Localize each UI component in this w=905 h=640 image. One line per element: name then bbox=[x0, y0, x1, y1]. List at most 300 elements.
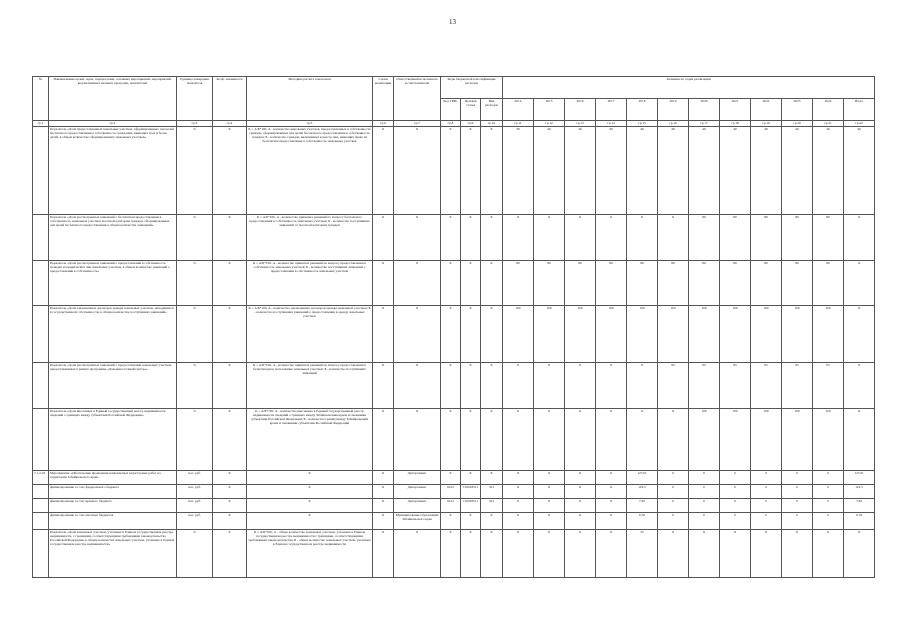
row-year-value: 0 bbox=[689, 513, 720, 530]
row-year-value: 40 bbox=[658, 127, 689, 215]
row-year-value: 80 bbox=[782, 261, 813, 306]
row-unit: тыс. руб. bbox=[177, 499, 213, 513]
row-number bbox=[33, 306, 49, 363]
row-year-value: 95 bbox=[751, 363, 782, 409]
row-year-value: X bbox=[596, 215, 627, 261]
row-expense-type: X bbox=[481, 127, 503, 215]
row-year-value: 100 bbox=[689, 409, 720, 471]
row-year-value: 80 bbox=[720, 215, 751, 261]
row-responsible: X bbox=[394, 127, 441, 215]
col-number: гр.12 bbox=[534, 121, 565, 127]
row-year-value: X bbox=[596, 530, 627, 578]
row-term: X bbox=[373, 485, 394, 499]
row-year-value: X bbox=[503, 215, 534, 261]
row-total-value: 7,65 bbox=[844, 499, 875, 513]
row-year-value: 80 bbox=[751, 215, 782, 261]
row-responsible: X bbox=[394, 530, 441, 578]
header-year: 2018 bbox=[627, 99, 658, 121]
row-year-value: X bbox=[565, 530, 596, 578]
row-term: X bbox=[373, 530, 394, 578]
row-unit: % bbox=[177, 306, 213, 363]
col-number: гр.22 bbox=[844, 121, 875, 127]
row-grbs-code: X bbox=[441, 261, 461, 306]
col-number: гр.5 bbox=[247, 121, 373, 127]
row-grbs-code: X bbox=[441, 409, 461, 471]
row-year-value: 80 bbox=[627, 261, 658, 306]
row-number: 7.1.2.16 bbox=[33, 471, 49, 485]
row-total-value: X bbox=[844, 363, 875, 409]
row-year-value: 0 bbox=[813, 513, 844, 530]
header-method: Методика расчета показателя bbox=[247, 77, 373, 121]
row-responsible: X bbox=[394, 409, 441, 471]
row-grbs-code: X bbox=[441, 530, 461, 578]
row-year-value: 40 bbox=[596, 127, 627, 215]
row-expense-type: X bbox=[481, 261, 503, 306]
row-year-value: X bbox=[503, 471, 534, 485]
row-grbs-code: 0412 bbox=[441, 485, 461, 499]
row-year-value: 100 bbox=[813, 409, 844, 471]
row-expense-type: X bbox=[481, 363, 503, 409]
row-name: финансирование за счет краевого бюджета bbox=[49, 499, 177, 513]
row-year-value: X bbox=[534, 409, 565, 471]
row-year-value: 80 bbox=[813, 215, 844, 261]
row-year-value: X bbox=[565, 499, 596, 513]
header-target-item: Целевая статья bbox=[461, 99, 481, 121]
row-method: К = А/Б*100, А - количество принятых решений по вопросу предоставления в безвозмездное пользование земельных участков; Б - количество поступивших заявлений bbox=[247, 363, 373, 409]
row-year-value: 0 bbox=[751, 471, 782, 485]
row-coefficient: X bbox=[213, 471, 247, 485]
row-year-value: 100 bbox=[503, 306, 534, 363]
row-year-value: 0 bbox=[720, 499, 751, 513]
row-name: Показатель «Доля предоставленных земельных участков, сформированных для целей бесплатного предоставления в собственность гражданам, имеющих трех и более детей, в общем количестве сформированных земельных участков» bbox=[49, 127, 177, 215]
header-values: Значения по годам реализации bbox=[503, 77, 875, 99]
row-year-value: X bbox=[503, 409, 534, 471]
row-name: Показатель «Доля заключенных договоров аренды земельных участков, находящихся в государственной собственности, в общем количестве поступивших заявлений» bbox=[49, 306, 177, 363]
row-method: К = А/Б*100, А - количество принятых решений по вопросу предоставления в собственность земельных участков; Б - количество поступивших заявлений о предоставлении в собственность земельных участков bbox=[247, 261, 373, 306]
row-year-value: X bbox=[503, 485, 534, 499]
header-year: 2014 bbox=[503, 99, 534, 121]
row-coefficient: X bbox=[213, 127, 247, 215]
row-year-value: 95 bbox=[813, 363, 844, 409]
row-target-item: X bbox=[461, 471, 481, 485]
table-row bbox=[33, 513, 875, 530]
row-responsible: Департамент bbox=[394, 485, 441, 499]
row-year-value: 100 bbox=[720, 306, 751, 363]
header-name: Наименование целей, задач, подпрограмм, основных мероприятий, мероприятий, ведомственных целевых программ, показателей bbox=[49, 77, 177, 121]
row-method: X bbox=[247, 485, 373, 499]
row-target-item: X bbox=[461, 513, 481, 530]
row-unit: тыс. руб. bbox=[177, 471, 213, 485]
row-year-value: X bbox=[596, 471, 627, 485]
row-method: К = А/Б*100, А - количество земельных участков, предоставленных в собственность граждан, сформированных для целей бесплатного предоставления в собственность граждан; Б - количество граждан, включенных в реестр лиц, имеющих право на бесплатное предоставление в собственность земельных участков bbox=[247, 127, 373, 215]
row-year-value: X bbox=[596, 409, 627, 471]
header-year: 2016 bbox=[565, 99, 596, 121]
row-grbs-code: X bbox=[441, 215, 461, 261]
table-row bbox=[33, 499, 875, 513]
row-year-value: 100 bbox=[751, 409, 782, 471]
row-year-value: X bbox=[627, 363, 658, 409]
table-row bbox=[33, 485, 875, 499]
row-method: X bbox=[247, 499, 373, 513]
row-method: X bbox=[247, 513, 373, 530]
row-number bbox=[33, 127, 49, 215]
header-coef: Коэф. значимости bbox=[213, 77, 247, 121]
row-grbs-code: X bbox=[441, 363, 461, 409]
table-row bbox=[33, 530, 875, 578]
col-number: гр.11 bbox=[503, 121, 534, 127]
row-year-value: 0 bbox=[720, 485, 751, 499]
row-total-value: X bbox=[844, 530, 875, 578]
row-year-value: 0,76 bbox=[627, 513, 658, 530]
row-grbs-code: X bbox=[441, 513, 461, 530]
row-expense-type: 321 bbox=[481, 485, 503, 499]
row-year-value: 0 bbox=[782, 471, 813, 485]
row-year-value: 80 bbox=[658, 261, 689, 306]
header-total: Итого bbox=[844, 99, 875, 121]
row-year-value: X bbox=[534, 363, 565, 409]
row-year-value: X bbox=[782, 530, 813, 578]
row-year-value: X bbox=[565, 513, 596, 530]
row-year-value: 100 bbox=[751, 306, 782, 363]
col-number: гр.13 bbox=[565, 121, 596, 127]
col-number: гр.2 bbox=[49, 121, 177, 127]
row-year-value: 80 bbox=[782, 215, 813, 261]
row-year-value: X bbox=[534, 530, 565, 578]
row-year-value: 0 bbox=[658, 499, 689, 513]
col-number: гр.6 bbox=[373, 121, 394, 127]
row-year-value: 0 bbox=[782, 485, 813, 499]
row-year-value: 0 bbox=[782, 513, 813, 530]
row-number bbox=[33, 499, 49, 513]
row-expense-type: X bbox=[481, 530, 503, 578]
row-method: К = А/Б*100, А - количество внесенных в Единый государственный реестр недвижимости сведений о границах между Забайкальским краем и смежными субъектами Российской Федерации; Б - количество границ между Забайкальским краем и смежными субъектами Российской Федерации bbox=[247, 409, 373, 471]
col-number: гр.20 bbox=[782, 121, 813, 127]
row-year-value: 0 bbox=[689, 499, 720, 513]
row-unit: % bbox=[177, 530, 213, 578]
row-year-value: 127,01 bbox=[627, 471, 658, 485]
row-coefficient: X bbox=[213, 513, 247, 530]
row-year-value: 0 bbox=[751, 513, 782, 530]
row-name: Показатель «Доля внесенных в Единый государственный реестр недвижимости сведений о границах между субъектами Российской Федерации» bbox=[49, 409, 177, 471]
col-number: гр.19 bbox=[751, 121, 782, 127]
header-budget: Коды бюджетной классификации расходов bbox=[441, 77, 503, 99]
row-term: X bbox=[373, 471, 394, 485]
row-year-value: 100 bbox=[720, 409, 751, 471]
row-year-value: X bbox=[596, 499, 627, 513]
row-year-value: 0 bbox=[658, 485, 689, 499]
row-target-item: X bbox=[461, 409, 481, 471]
header-grbs: Код ГРБС bbox=[441, 99, 461, 121]
row-year-value: X bbox=[534, 215, 565, 261]
col-number: гр.3 bbox=[177, 121, 213, 127]
row-year-value: X bbox=[534, 485, 565, 499]
row-coefficient: X bbox=[213, 306, 247, 363]
row-year-value: X bbox=[658, 409, 689, 471]
col-number: гр.9 bbox=[461, 121, 481, 127]
row-year-value: X bbox=[596, 485, 627, 499]
row-target-item: X bbox=[461, 215, 481, 261]
row-number bbox=[33, 363, 49, 409]
row-name: финансирование за счет местных бюджетов bbox=[49, 513, 177, 530]
table-body bbox=[33, 127, 875, 578]
row-year-value: X bbox=[689, 530, 720, 578]
col-number: гр.18 bbox=[720, 121, 751, 127]
table-row bbox=[33, 261, 875, 306]
row-unit: тыс. руб. bbox=[177, 485, 213, 499]
row-year-value: X bbox=[534, 513, 565, 530]
row-year-value: X bbox=[534, 499, 565, 513]
row-name: Показатель «Доля рассмотренных заявлений о бесплатном предоставлении в собственность земельных участков льготной категории граждан, сформированных для целей бесплатного предоставления в общем количестве заявлений» bbox=[49, 215, 177, 261]
row-year-value: 40 bbox=[813, 127, 844, 215]
row-term: X bbox=[373, 215, 394, 261]
row-target-item: X bbox=[461, 363, 481, 409]
row-target-item: X bbox=[461, 306, 481, 363]
row-term: X bbox=[373, 409, 394, 471]
row-expense-type: 321 bbox=[481, 499, 503, 513]
row-year-value: X bbox=[596, 363, 627, 409]
row-responsible: X bbox=[394, 261, 441, 306]
row-year-value: 80 bbox=[813, 261, 844, 306]
col-number: гр.4 bbox=[213, 121, 247, 127]
row-year-value: 100 bbox=[689, 306, 720, 363]
page-number: 13 bbox=[449, 18, 456, 26]
row-coefficient: X bbox=[213, 363, 247, 409]
row-year-value: X bbox=[534, 471, 565, 485]
col-number: гр.21 bbox=[813, 121, 844, 127]
row-total-value: X bbox=[844, 215, 875, 261]
col-number: гр.10 bbox=[481, 121, 503, 127]
row-unit: % bbox=[177, 409, 213, 471]
row-method: X bbox=[247, 471, 373, 485]
row-year-value: 80 bbox=[751, 261, 782, 306]
row-year-value: 80 bbox=[565, 261, 596, 306]
row-year-value: 80 bbox=[503, 261, 534, 306]
row-method: К = А/Б*100, А - количество заключенных договоров аренды земельных участков; Б - количество поступивших заявлений о предоставлении в аренду земельных участков bbox=[247, 306, 373, 363]
row-name: финансирование за счет федерального бюджета bbox=[49, 485, 177, 499]
row-unit: % bbox=[177, 363, 213, 409]
row-unit: тыс. руб. bbox=[177, 513, 213, 530]
row-year-value: 0 bbox=[813, 471, 844, 485]
col-number: гр.14 bbox=[596, 121, 627, 127]
row-year-value: X bbox=[658, 530, 689, 578]
row-year-value: 95 bbox=[689, 363, 720, 409]
row-year-value: 95 bbox=[782, 363, 813, 409]
row-year-value: 95 bbox=[720, 363, 751, 409]
row-year-value: 100 bbox=[565, 306, 596, 363]
row-grbs-code: 0412 bbox=[441, 499, 461, 513]
row-term: X bbox=[373, 363, 394, 409]
header-num: № bbox=[33, 77, 49, 121]
row-term: X bbox=[373, 261, 394, 306]
row-year-value: 0 bbox=[782, 499, 813, 513]
row-expense-type: X bbox=[481, 409, 503, 471]
row-coefficient: X bbox=[213, 530, 247, 578]
row-responsible: X bbox=[394, 306, 441, 363]
row-coefficient: X bbox=[213, 261, 247, 306]
row-year-value: X bbox=[596, 513, 627, 530]
table-row bbox=[33, 471, 875, 485]
row-year-value: 40 bbox=[627, 127, 658, 215]
row-grbs-code: X bbox=[441, 306, 461, 363]
header-term: Сроки реализации bbox=[373, 77, 394, 121]
row-year-value: 0 bbox=[658, 471, 689, 485]
row-year-value: 100 bbox=[658, 306, 689, 363]
row-total-value: 127,01 bbox=[844, 471, 875, 485]
row-year-value: 0 bbox=[720, 471, 751, 485]
row-year-value: 0 bbox=[751, 499, 782, 513]
row-term: X bbox=[373, 127, 394, 215]
row-target-item: X bbox=[461, 127, 481, 215]
row-year-value: 119,5 bbox=[627, 485, 658, 499]
row-number bbox=[33, 261, 49, 306]
col-number: гр.8 bbox=[441, 121, 461, 127]
row-year-value: 0 bbox=[720, 513, 751, 530]
row-year-value: 0 bbox=[689, 471, 720, 485]
row-year-value: 100 bbox=[627, 306, 658, 363]
row-name: Показатель «Доля рассмотренных заявлений о предоставлении в собственность граждан и юридических лиц земельных участков, в общем количестве заявлений о предоставлении в собственность» bbox=[49, 261, 177, 306]
header-year: 2020 bbox=[689, 99, 720, 121]
row-year-value: 100 bbox=[782, 306, 813, 363]
row-year-value: 40 bbox=[782, 127, 813, 215]
header-year: 2024 bbox=[813, 99, 844, 121]
row-year-value: X bbox=[565, 471, 596, 485]
row-method: К = А/Б*100, А - количество принятых решений по вопросу бесплатного предоставления в собственность земельных участков; Б - количество поступивших заявлений от льготной категории граждан bbox=[247, 215, 373, 261]
row-total-value: X bbox=[844, 409, 875, 471]
row-number bbox=[33, 215, 49, 261]
row-year-value: 100 bbox=[813, 306, 844, 363]
table-row bbox=[33, 363, 875, 409]
row-expense-type: X bbox=[481, 306, 503, 363]
row-expense-type: X bbox=[481, 513, 503, 530]
row-year-value: X bbox=[813, 530, 844, 578]
header-year: 2023 bbox=[782, 99, 813, 121]
row-target-item: X bbox=[461, 530, 481, 578]
row-year-value: X bbox=[627, 409, 658, 471]
row-unit: % bbox=[177, 215, 213, 261]
row-year-value: 100 bbox=[782, 409, 813, 471]
row-term: X bbox=[373, 499, 394, 513]
row-responsible: Муниципальные образования Забайкальского края bbox=[394, 513, 441, 530]
row-coefficient: X bbox=[213, 485, 247, 499]
table-row bbox=[33, 409, 875, 471]
row-year-value: 0 bbox=[658, 513, 689, 530]
row-number bbox=[33, 513, 49, 530]
row-year-value: 40 bbox=[751, 127, 782, 215]
row-year-value: 40 bbox=[720, 127, 751, 215]
row-total-value: X bbox=[844, 306, 875, 363]
row-number bbox=[33, 530, 49, 578]
row-year-value: 100 bbox=[534, 306, 565, 363]
col-number: гр.17 bbox=[689, 121, 720, 127]
row-year-value: 40 bbox=[689, 127, 720, 215]
row-coefficient: X bbox=[213, 215, 247, 261]
header-unit: Единица измерения показателя bbox=[177, 77, 213, 121]
row-total-value: 40 bbox=[844, 127, 875, 215]
row-year-value: 80 bbox=[720, 261, 751, 306]
table-row bbox=[33, 127, 875, 215]
header-year: 2022 bbox=[751, 99, 782, 121]
header-expense-type: Вид расходов bbox=[481, 99, 503, 121]
row-year-value: X bbox=[627, 215, 658, 261]
row-year-value: 100 bbox=[596, 306, 627, 363]
row-year-value: X bbox=[565, 409, 596, 471]
row-term: X bbox=[373, 513, 394, 530]
row-year-value: 95 bbox=[658, 363, 689, 409]
row-year-value: 80 bbox=[596, 261, 627, 306]
row-year-value: 0 bbox=[813, 499, 844, 513]
row-responsible: Департамент bbox=[394, 471, 441, 485]
header-year: 2019 bbox=[658, 99, 689, 121]
row-year-value: X bbox=[503, 513, 534, 530]
row-name: Показатель «Доля земельных участков, учтенных в Едином государственном реестре недвижимости, с границами, соответствующими требованиям законодательства Российской Федерации, в общем количестве земельных участков, учтенных в Едином государственном реестре недвижимости» bbox=[49, 530, 177, 578]
row-term: X bbox=[373, 306, 394, 363]
row-year-value: X bbox=[720, 530, 751, 578]
row-year-value: X bbox=[658, 215, 689, 261]
row-target-item: X bbox=[461, 261, 481, 306]
row-name: Мероприятие «Обеспечение проведения комплексных кадастровых работ на территории Забайкальского края» bbox=[49, 471, 177, 485]
row-responsible: X bbox=[394, 363, 441, 409]
row-year-value: X bbox=[565, 363, 596, 409]
row-name: Показатель «Доля рассмотренных заявлений о предоставлении земельных участков, предоставляемых в рамках программы «Дальневосточный гектар»» bbox=[49, 363, 177, 409]
header-resp: Ответственный исполнитель и соисполнители bbox=[394, 77, 441, 121]
row-year-value: 80 bbox=[534, 261, 565, 306]
row-year-value: X bbox=[503, 530, 534, 578]
header-year: 2021 bbox=[720, 99, 751, 121]
row-responsible: X bbox=[394, 215, 441, 261]
row-total-value: 0,76 bbox=[844, 513, 875, 530]
row-unit: % bbox=[177, 261, 213, 306]
header-year: 2015 bbox=[534, 99, 565, 121]
row-coefficient: X bbox=[213, 499, 247, 513]
header-year: 2017 bbox=[596, 99, 627, 121]
row-total-value: 119,5 bbox=[844, 485, 875, 499]
program-table bbox=[32, 76, 875, 578]
row-year-value: 40 bbox=[534, 127, 565, 215]
row-unit: % bbox=[177, 127, 213, 215]
row-year-value: X bbox=[565, 215, 596, 261]
row-year-value: 0 bbox=[751, 485, 782, 499]
row-year-value: 0 bbox=[813, 485, 844, 499]
row-year-value: X bbox=[751, 530, 782, 578]
row-expense-type: X bbox=[481, 215, 503, 261]
row-year-value: 80 bbox=[689, 261, 720, 306]
col-number: гр.1 bbox=[33, 121, 49, 127]
table-row bbox=[33, 306, 875, 363]
row-target-item: 110018511 bbox=[461, 485, 481, 499]
row-year-value: 35 bbox=[627, 530, 658, 578]
row-year-value: 30 bbox=[503, 127, 534, 215]
row-coefficient: X bbox=[213, 409, 247, 471]
row-grbs-code: X bbox=[441, 127, 461, 215]
row-year-value: 7,65 bbox=[627, 499, 658, 513]
row-method: К = А/Б*100, А - общее количество земельных участков, учтенных в Едином государственном реестре недвижимости с границами, соответствующими требованиям законодательства; Б - общее количество земельных участков, учтенных в Едином государственном реестре недвижимости bbox=[247, 530, 373, 578]
col-number: гр.16 bbox=[658, 121, 689, 127]
row-number bbox=[33, 409, 49, 471]
row-grbs-code: X bbox=[441, 471, 461, 485]
row-year-value: X bbox=[565, 485, 596, 499]
row-number bbox=[33, 485, 49, 499]
row-expense-type: X bbox=[481, 471, 503, 485]
col-number: гр.15 bbox=[627, 121, 658, 127]
row-responsible: Департамент bbox=[394, 499, 441, 513]
row-total-value: X bbox=[844, 261, 875, 306]
col-number: гр.7 bbox=[394, 121, 441, 127]
row-year-value: X bbox=[503, 499, 534, 513]
row-year-value: X bbox=[503, 363, 534, 409]
row-year-value: 0 bbox=[689, 485, 720, 499]
row-year-value: 40 bbox=[565, 127, 596, 215]
row-target-item: 110018511 bbox=[461, 499, 481, 513]
